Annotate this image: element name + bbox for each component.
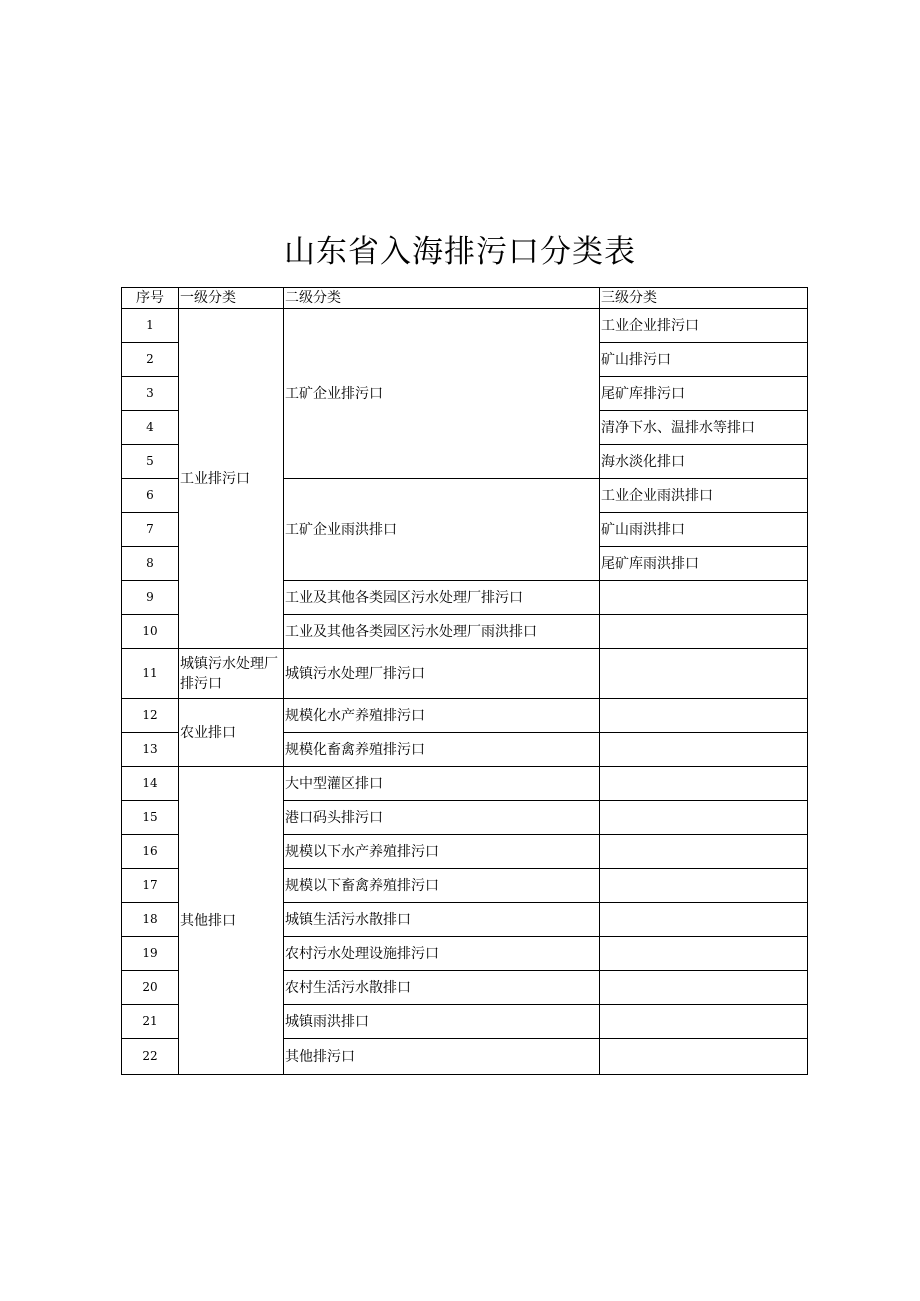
seq-cell: 19: [122, 937, 179, 971]
level3-cell: 尾矿库雨洪排口: [600, 547, 808, 581]
seq-cell: 10: [122, 615, 179, 649]
seq-cell: 17: [122, 869, 179, 903]
level2-cell: 港口码头排污口: [284, 801, 600, 835]
level1-cell: 工业排污口: [179, 309, 284, 649]
seq-cell: 9: [122, 581, 179, 615]
level2-cell: 规模以下畜禽养殖排污口: [284, 869, 600, 903]
header-seq: 序号: [122, 288, 179, 309]
seq-cell: 21: [122, 1005, 179, 1039]
level2-cell: 规模以下水产养殖排污口: [284, 835, 600, 869]
level3-cell: [600, 801, 808, 835]
seq-cell: 11: [122, 649, 179, 699]
seq-cell: 6: [122, 479, 179, 513]
seq-cell: 4: [122, 411, 179, 445]
level3-cell: [600, 903, 808, 937]
header-level2: 二级分类: [284, 288, 600, 309]
table-row: [122, 699, 808, 733]
seq-cell: 3: [122, 377, 179, 411]
seq-cell: 22: [122, 1039, 179, 1075]
level3-cell: [600, 733, 808, 767]
level2-cell: 规模化水产养殖排污口: [284, 699, 600, 733]
seq-cell: 8: [122, 547, 179, 581]
seq-cell: 7: [122, 513, 179, 547]
table-row: [122, 649, 808, 699]
level1-cell: 其他排口: [179, 767, 284, 1075]
level1-cell: 城镇污水处理厂排污口: [179, 649, 284, 699]
level2-cell: 其他排污口: [284, 1039, 600, 1075]
level3-cell: [600, 767, 808, 801]
page-title: 山东省入海排污口分类表: [284, 234, 636, 270]
level3-cell: 矿山雨洪排口: [600, 513, 808, 547]
level3-cell: 工业企业排污口: [600, 309, 808, 343]
seq-cell: 15: [122, 801, 179, 835]
level3-cell: 海水淡化排口: [600, 445, 808, 479]
level2-cell: 城镇污水处理厂排污口: [284, 649, 600, 699]
table-row: [122, 309, 808, 343]
level2-cell: 城镇生活污水散排口: [284, 903, 600, 937]
seq-cell: 1: [122, 309, 179, 343]
level3-cell: [600, 835, 808, 869]
level3-cell: 尾矿库排污口: [600, 377, 808, 411]
level3-cell: [600, 1005, 808, 1039]
level3-cell: [600, 615, 808, 649]
table-row: [122, 767, 808, 801]
header-level1: 一级分类: [179, 288, 284, 309]
seq-cell: 20: [122, 971, 179, 1005]
level2-cell: 规模化畜禽养殖排污口: [284, 733, 600, 767]
level3-cell: [600, 937, 808, 971]
header-row: [122, 288, 808, 309]
seq-cell: 13: [122, 733, 179, 767]
seq-cell: 14: [122, 767, 179, 801]
seq-cell: 12: [122, 699, 179, 733]
level2-cell: 工业及其他各类园区污水处理厂雨洪排口: [284, 615, 600, 649]
header-level3: 三级分类: [600, 288, 808, 309]
seq-cell: 2: [122, 343, 179, 377]
level2-cell: 工矿企业雨洪排口: [284, 479, 600, 581]
seq-cell: 16: [122, 835, 179, 869]
level3-cell: [600, 581, 808, 615]
level2-cell: 农村污水处理设施排污口: [284, 937, 600, 971]
level2-cell: 农村生活污水散排口: [284, 971, 600, 1005]
level3-cell: [600, 1039, 808, 1075]
level3-cell: 矿山排污口: [600, 343, 808, 377]
level2-cell: 大中型灌区排口: [284, 767, 600, 801]
level3-cell: [600, 649, 808, 699]
seq-cell: 5: [122, 445, 179, 479]
table-body: [122, 309, 808, 1075]
seq-cell: 18: [122, 903, 179, 937]
classification-table: [121, 287, 808, 1075]
level3-cell: [600, 971, 808, 1005]
level1-cell: 农业排口: [179, 699, 284, 767]
level3-cell: [600, 699, 808, 733]
level3-cell: 清净下水、温排水等排口: [600, 411, 808, 445]
level2-cell: 工业及其他各类园区污水处理厂排污口: [284, 581, 600, 615]
level2-cell: 工矿企业排污口: [284, 309, 600, 479]
level2-cell: 城镇雨洪排口: [284, 1005, 600, 1039]
level3-cell: [600, 869, 808, 903]
level3-cell: 工业企业雨洪排口: [600, 479, 808, 513]
